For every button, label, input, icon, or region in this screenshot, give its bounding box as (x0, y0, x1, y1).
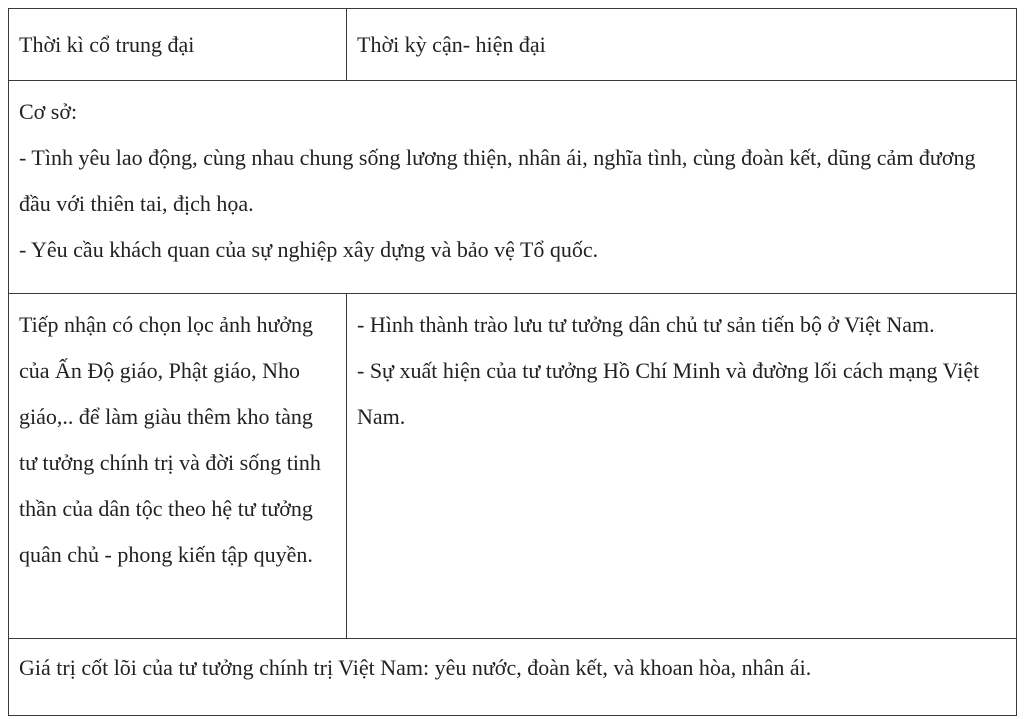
header-row (9, 9, 1017, 81)
details-modern-line-1: - Hình thành trào lưu tư tưởng dân chủ tư sản tiến bộ ở Việt Nam. (357, 312, 935, 337)
basis-title: Cơ sở: (19, 99, 78, 124)
header-cell-ancient (9, 9, 347, 81)
core-values-cell (9, 639, 1017, 716)
comparison-table (8, 8, 1017, 716)
details-cell-ancient (9, 294, 347, 639)
basis-line-1: - Tình yêu lao động, cùng nhau chung sống lương thiện, nhân ái, nghĩa tình, cùng đoàn kết, dũng cảm đương đầu với thiên tai, địch họa. (19, 145, 976, 216)
basis-row (9, 81, 1017, 294)
core-values-row (9, 639, 1017, 716)
details-ancient-text: Tiếp nhận có chọn lọc ảnh hưởng của Ấn Độ giáo, Phật giáo, Nho giáo,.. để làm giàu thêm kho tàng tư tưởng chính trị và đời sống tinh thần của dân tộc theo hệ tư tưởng quân chủ - phong kiến tập quyền. (19, 312, 321, 567)
header-modern-text: Thời kỳ cận- hiện đại (357, 31, 546, 57)
basis-cell (9, 81, 1017, 294)
details-modern-line-2: - Sự xuất hiện của tư tưởng Hồ Chí Minh và đường lối cách mạng Việt Nam. (357, 358, 980, 429)
core-values-text: Giá trị cốt lõi của tư tưởng chính trị Việt Nam: yêu nước, đoàn kết, và khoan hòa, nhân ái. (19, 655, 812, 680)
header-cell-modern (347, 9, 1017, 81)
basis-line-2: - Yêu cầu khách quan của sự nghiệp xây dựng và bảo vệ Tổ quốc. (19, 237, 599, 262)
details-cell-modern (347, 294, 1017, 639)
header-ancient-text: Thời kì cổ trung đại (19, 31, 195, 57)
details-row (9, 294, 1017, 639)
